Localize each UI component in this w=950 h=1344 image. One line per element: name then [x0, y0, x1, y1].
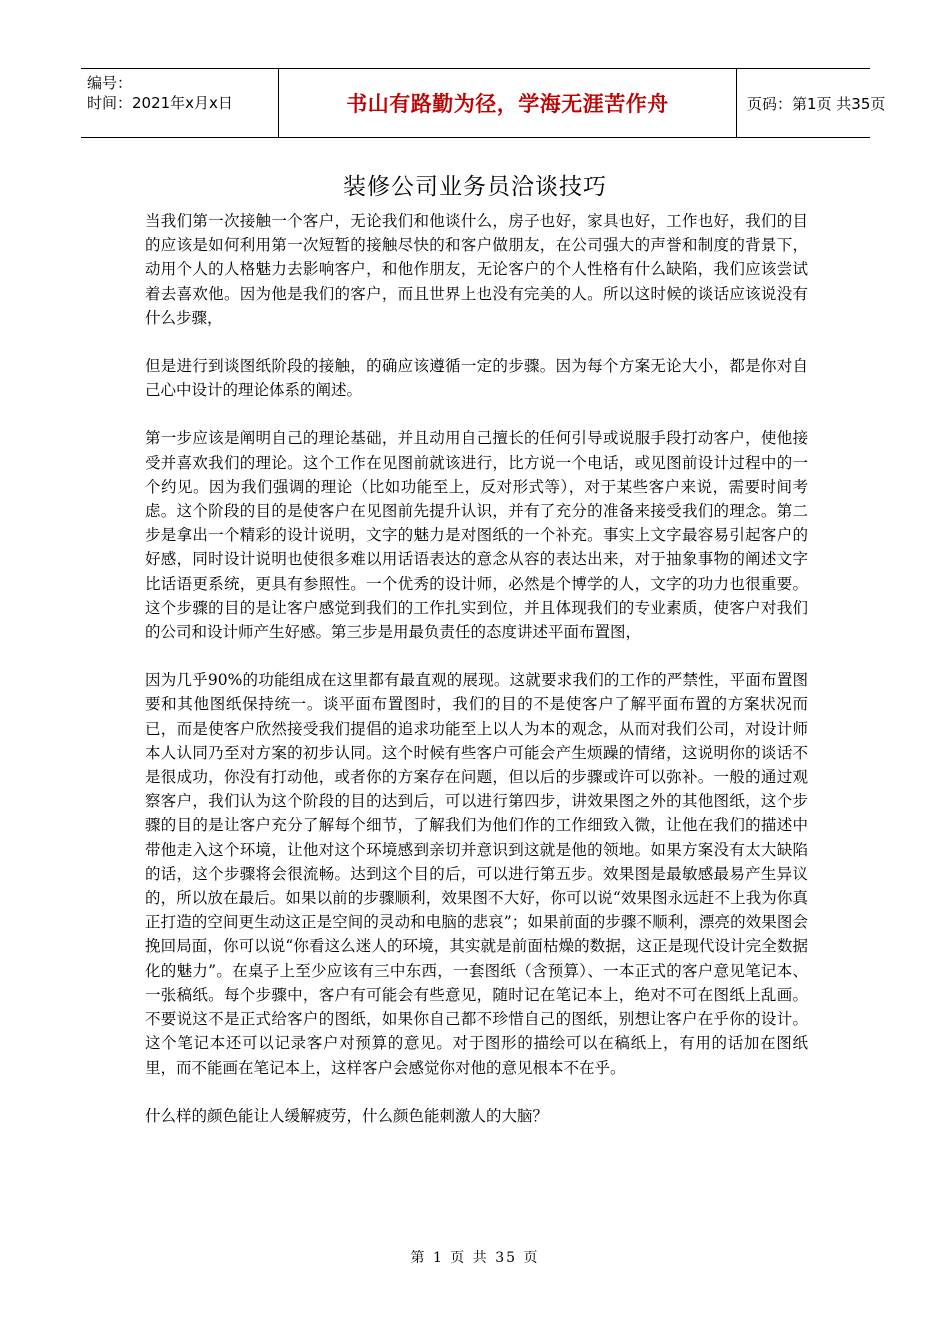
paragraph: 当我们第一次接触一个客户，无论我们和他谈什么，房子也好，家具也好，工作也好，我们的目的应该是如何利用第一次短暂的接触尽快的和客户做朋友，在公司强大的声誉和制度的背景下，动用个人的人格魅力去影响客户，和他作朋友，无论客户的个人性格有什么缺陷，我们应该尝试着去喜欢他。因为他是我们的客户，而且世界上也没有完美的人。所以这时候的谈话应该说没有什么步骤， [145, 212, 808, 327]
header-meta [81, 69, 279, 137]
paragraph: 因为几乎90%的功能组成在这里都有最直观的展现。这就要求我们的工作的严禁性，平面布置图要和其他图纸保持统一。谈平面布置图时，我们的目的不是使客户了解平面布置的方案状况而已，而是使客户欣然接受我们提倡的追求功能至上以人为本的观念，从而对我们公司，对设计师本人认同乃至对方案的初步认同。这个时候有些客户可能会产生烦躁的情绪，这说明你的谈话不是很成功，你没有打动他，或者你的方案存在问题，但以后的步骤或许可以弥补。一般的通过观察客户，我们认为这个阶段的目的达到后，可以进行第四步，讲效果图之外的其他图纸，这个步骤的目的是让客户充分了解每个细节，了解我们为他们作的工作细致入微，让他在我们的描述中带他走入这个环境，让他对这个环境感到亲切并意识到这就是他的领地。如果方案没有太大缺陷的话，这个步骤将会很流畅。达到这个目的后，可以进行第五步。效果图是最敏感最易产生异议的，所以放在最后。如果以前的步骤顺利，效果图不大好，你可以说“效果图永远赶不上我为你真正打造的空间更生动这正是空间的灵动和电脑的悲哀”；如果前面的步骤不顺利，漂亮的效果图会挽回局面，你可以说“你看这么迷人的环境，其实就是前面枯燥的数据，这正是现代设计完全数据化的魅力”。在桌子上至少应该有三中东西，一套图纸（含预算）、一本正式的客户意见笔记本、一张稿纸。每个步骤中，客户有可能会有些意见，随时记在笔记本上，绝对不可在图纸上乱画。不要说这不是正式给客户的图纸，如果你自己都不珍惜自己的图纸，别想让客户在乎你的设计。这个笔记本还可以记录客户对预算的意见。对于图形的描绘可以在稿纸上，有用的话加在图纸里，而不能画在笔记本上，这样客户会感觉你对他的意见根本不在乎。 [145, 671, 808, 1077]
paragraph: 但是进行到谈图纸阶段的接触，的确应该遵循一定的步骤。因为每个方案无论大小，都是你对自己心中设计的理论体系的阐述。 [145, 357, 808, 400]
paragraph: 第一步应该是阐明自己的理论基础，并且动用自己擅长的任何引导或说服手段打动客户，使他接受并喜欢我们的理论。这个工作在见图前就该进行，比方说一个电话，或见图前设计过程中的一个约见。因为我们强调的理论（比如功能至上，反对形式等），对于某些客户来说，需要时间考虑。这个阶段的目的是使客户在见图前先提升认识，并有了充分的准备来接受我们的理念。第二步是拿出一个精彩的设计说明，文字的魅力是对图纸的一个补充。事实上文字最容易引起客户的好感，同时设计说明也使很多难以用话语表达的意念从容的表达出来，对于抽象事物的阐述文字比话语更系统，更具有参照性。一个优秀的设计师，必然是个博学的人，文字的功力也很重要。这个步骤的目的是让客户感觉到我们的工作扎实到位，并且体现我们的专业素质，使客户对我们的公司和设计师产生好感。第三步是用最负责任的态度讲述平面布置图， [145, 429, 808, 642]
header-page-info: 页码：第1页 共35页 [747, 94, 886, 113]
document-body [145, 209, 808, 1128]
page-header [81, 68, 886, 138]
paragraph: 什么样的颜色能让人缓解疲劳，什么颜色能刺激人的大脑？ [145, 1106, 549, 1125]
document-title: 装修公司业务员洽谈技巧 [343, 174, 607, 200]
document-date: 时间：2021年x月x日 [87, 94, 233, 112]
page-footer: 第 1 页 共 35 页 [410, 1250, 540, 1266]
document-code: 编号： [87, 74, 133, 92]
header-motto: 书山有路勤为径，学海无涯苦作舟 [279, 69, 737, 137]
